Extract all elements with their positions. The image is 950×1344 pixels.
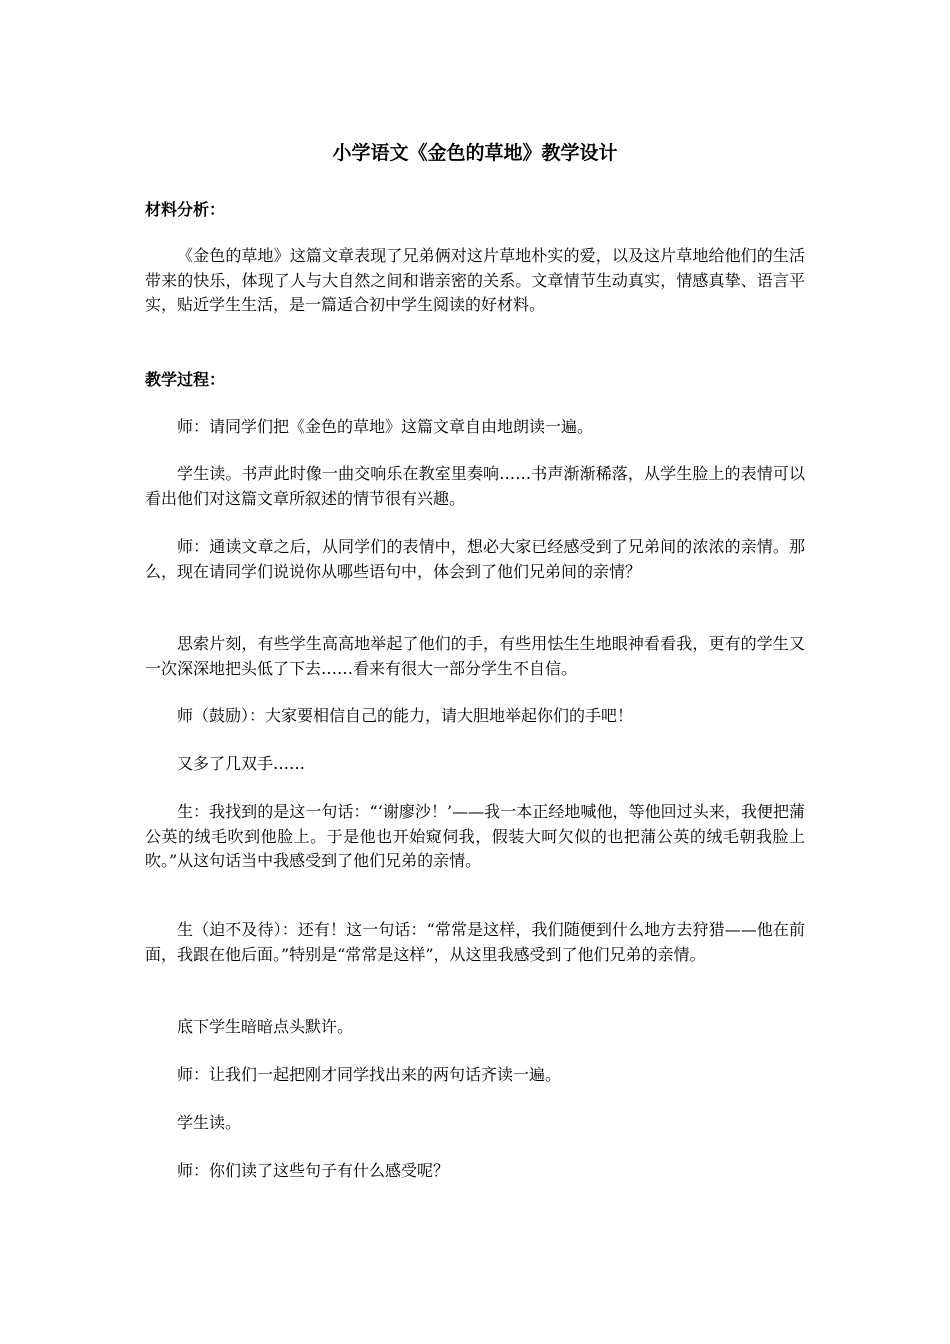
- document-title: 小学语文《金色的草地》教学设计: [332, 142, 618, 164]
- paragraph: 师：你们读了这些句子有什么感受呢？: [177, 1161, 450, 1180]
- paragraph: 师：让我们一起把刚才同学找出来的两句话齐读一遍。: [177, 1065, 562, 1084]
- paragraph: 生（迫不及待）：还有！这一句话：“常常是这样，我们随便到什么地方去狩猎——他在前面，我跟在他后面。”特别是“常常是这样”，从这里我感受到了他们兄弟的亲情。: [145, 920, 805, 964]
- paragraph: 学生读。: [177, 1113, 242, 1132]
- paragraph: 师（鼓励）：大家要相信自己的能力，请大胆地举起你们的手吧！: [177, 706, 634, 725]
- paragraph-material-analysis: 《金色的草地》这篇文章表现了兄弟俩对这片草地朴实的爱，以及这片草地给他们的生活带来的快乐，体现了人与大自然之间和谐亲密的关系。文章情节生动真实，情感真挚、语言平实，贴近学生生活，是一篇适合初中学生阅读的好材料。: [145, 246, 805, 314]
- paragraph: 又多了几双手……: [177, 754, 306, 773]
- paragraph: 师：请同学们把《金色的草地》这篇文章自由地朗读一遍。: [177, 417, 594, 436]
- paragraph: 学生读。书声此时像一曲交响乐在教室里奏响……书声渐渐稀落，从学生脸上的表情可以看出他们对这篇文章所叙述的情节很有兴趣。: [145, 464, 805, 508]
- paragraph: 底下学生暗暗点头默许。: [177, 1017, 354, 1036]
- paragraph: 生：我找到的是这一句话：“‘谢廖沙！’——我一本正经地喊他，等他回过头来，我便把蒲公英的绒毛吹到他脸上。于是他也开始窥伺我，假装大呵欠似的也把蒲公英的绒毛朝我脸上吹。”从这句话当中我感受到了他们兄弟的亲情。: [145, 802, 805, 870]
- section-heading-teaching-process: 教学过程：: [145, 370, 226, 389]
- section-heading-material-analysis: 材料分析：: [145, 200, 226, 219]
- paragraph: 思索片刻，有些学生高高地举起了他们的手，有些用怯生生地眼神看看我，更有的学生又一次深深地把头低了下去……看来有很大一部分学生不自信。: [145, 634, 805, 678]
- paragraph: 师：通读文章之后，从同学们的表情中，想必大家已经感受到了兄弟间的浓浓的亲情。那么，现在请同学们说说你从哪些语句中，体会到了他们兄弟间的亲情？: [145, 537, 805, 581]
